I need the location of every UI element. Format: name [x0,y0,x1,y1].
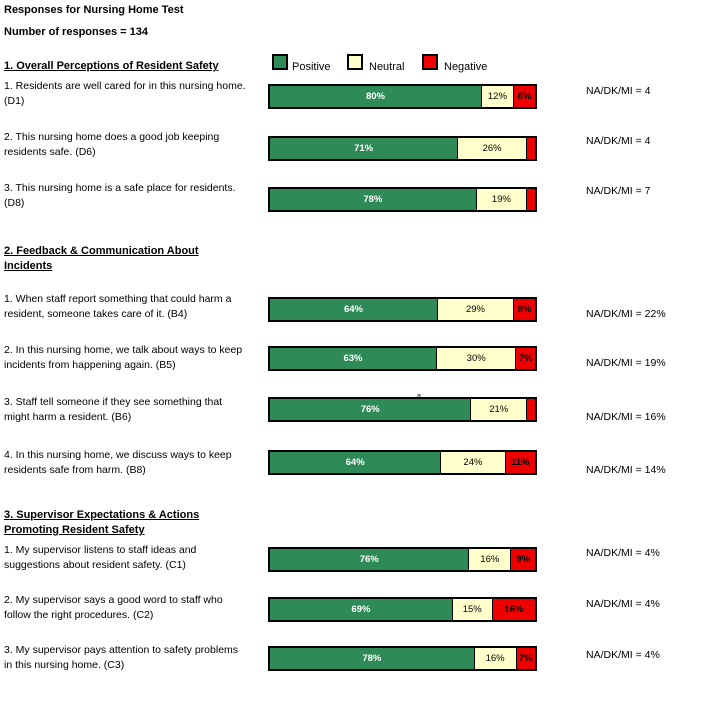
na-count: NA/DK/MI = 7 [586,185,651,197]
data-label-positive: 64% [343,304,363,315]
bar-segment-neutral [453,599,493,620]
bar-segment-positive [270,599,453,620]
question-text: 1. Residents are well cared for in this nursing home. (D1) [4,80,246,107]
data-label-negative: 8% [517,304,532,315]
data-label-neutral: 30% [466,353,486,364]
stacked-bar [268,136,537,161]
bar-segment-neutral [437,348,517,369]
question-text: 2. This nursing home does a good job keeping residents safe. (D6) [4,131,220,158]
stacked-bar [268,84,537,109]
na-count: NA/DK/MI = 4 [586,85,651,97]
data-label-positive: 76% [359,554,379,565]
question-text: 3. Staff tell someone if they see something that might harm a resident. (B6) [4,396,223,423]
na-count: NA/DK/MI = 14% [586,464,666,476]
bar-segment-positive [270,549,469,570]
data-label-neutral: 24% [463,457,483,468]
question-text: 1. When staff report something that could harm a resident, someone takes care of it. (B4) [4,293,232,320]
data-label-positive: 69% [351,604,371,615]
na-count: NA/DK/MI = 4 [586,135,651,147]
bar-segment-neutral [469,549,511,570]
bar-segment-negative [527,189,535,210]
data-label-negative: 7% [518,653,533,664]
legend-label-neutral: Neutral [369,61,405,73]
bar-segment-negative [527,399,535,420]
stacked-bar [268,450,537,475]
stacked-bar [268,187,537,212]
data-label-positive: 76% [360,404,380,415]
stacked-bar [268,547,537,572]
legend-swatch-positive [272,54,288,70]
section-title-3: 3. Supervisor Expectations & Actions Promoting Resident Safety [4,509,200,536]
bar-segment-negative [516,348,535,369]
question-text: 2. My supervisor says a good word to staff who follow the right procedures. (C2) [4,594,223,621]
bar-segment-neutral [438,299,514,320]
bar-segment-neutral [475,648,517,669]
question-text: 2. In this nursing home, we talk about ways to keep incidents from happening again. (B5) [4,344,243,371]
bar-segment-positive [270,189,477,210]
legend-swatch-neutral [347,54,363,70]
bar-segment-negative [493,599,535,620]
stacked-bar [268,297,537,322]
data-label-neutral: 16% [480,554,500,565]
stacked-bar [268,346,537,371]
data-label-positive: 80% [365,91,385,102]
bar-segment-positive [270,299,438,320]
bar-segment-positive [270,648,475,669]
bar-segment-negative [511,549,535,570]
data-label-positive: 78% [363,194,383,205]
na-count: NA/DK/MI = 4% [586,547,660,559]
na-count: NA/DK/MI = 19% [586,357,666,369]
bar-segment-positive [270,86,482,107]
data-label-negative: 11% [511,457,530,468]
legend-label-positive: Positive [292,61,331,73]
data-label-neutral: 12% [487,91,507,102]
bar-segment-positive [270,452,441,473]
data-label-neutral: 29% [465,304,485,315]
stray-mark: a [417,393,421,400]
legend-label-negative: Negative [444,61,488,73]
data-label-positive: 71% [354,143,374,154]
bar-segment-negative [514,299,535,320]
bar-segment-positive [270,348,437,369]
data-label-neutral: 15% [462,604,482,615]
question-text: 4. In this nursing home, we discuss ways to keep residents safe from harm. (B8) [4,449,232,476]
legend-swatch-negative [422,54,438,70]
bar-segment-neutral [471,399,527,420]
stacked-bar [268,397,537,422]
bar-segment-neutral [458,138,527,159]
stacked-bar [268,646,537,671]
data-label-neutral: 26% [482,143,502,154]
data-label-negative: 16% [504,604,524,615]
section-title-1: 1. Overall Perceptions of Resident Safety [4,60,219,72]
bar-segment-negative [517,648,535,669]
bar-segment-negative [506,452,535,473]
data-label-negative: 9% [516,554,531,565]
bar-segment-positive [270,399,471,420]
data-label-neutral: 21% [489,404,509,415]
stacked-bar [268,597,537,622]
na-count: NA/DK/MI = 22% [586,308,666,320]
question-text: 3. My supervisor pays attention to safety problems in this nursing home. (C3) [4,644,239,671]
data-label-neutral: 19% [491,194,511,205]
na-count: NA/DK/MI = 4% [586,598,660,610]
na-count: NA/DK/MI = 4% [586,649,660,661]
bar-segment-neutral [482,86,514,107]
data-label-neutral: 16% [485,653,505,664]
bar-segment-neutral [477,189,527,210]
data-label-positive: 64% [345,457,365,468]
data-label-negative: 8% [517,91,532,102]
bar-segment-negative [527,138,535,159]
question-text: 1. My supervisor listens to staff ideas and suggestions about resident safety. (C1) [4,544,197,571]
bar-segment-negative [514,86,535,107]
data-label-positive: 63% [343,353,363,364]
question-text: 3. This nursing home is a safe place for residents. (D8) [4,182,236,209]
report-title: Responses for Nursing Home Test [4,4,184,16]
na-count: NA/DK/MI = 16% [586,411,666,423]
data-label-positive: 78% [362,653,382,664]
data-label-negative: 7% [518,353,533,364]
bar-segment-neutral [441,452,505,473]
response-count: Number of responses = 134 [4,26,148,38]
bar-segment-positive [270,138,458,159]
section-title-2: 2. Feedback & Communication About Incidents [4,245,199,272]
